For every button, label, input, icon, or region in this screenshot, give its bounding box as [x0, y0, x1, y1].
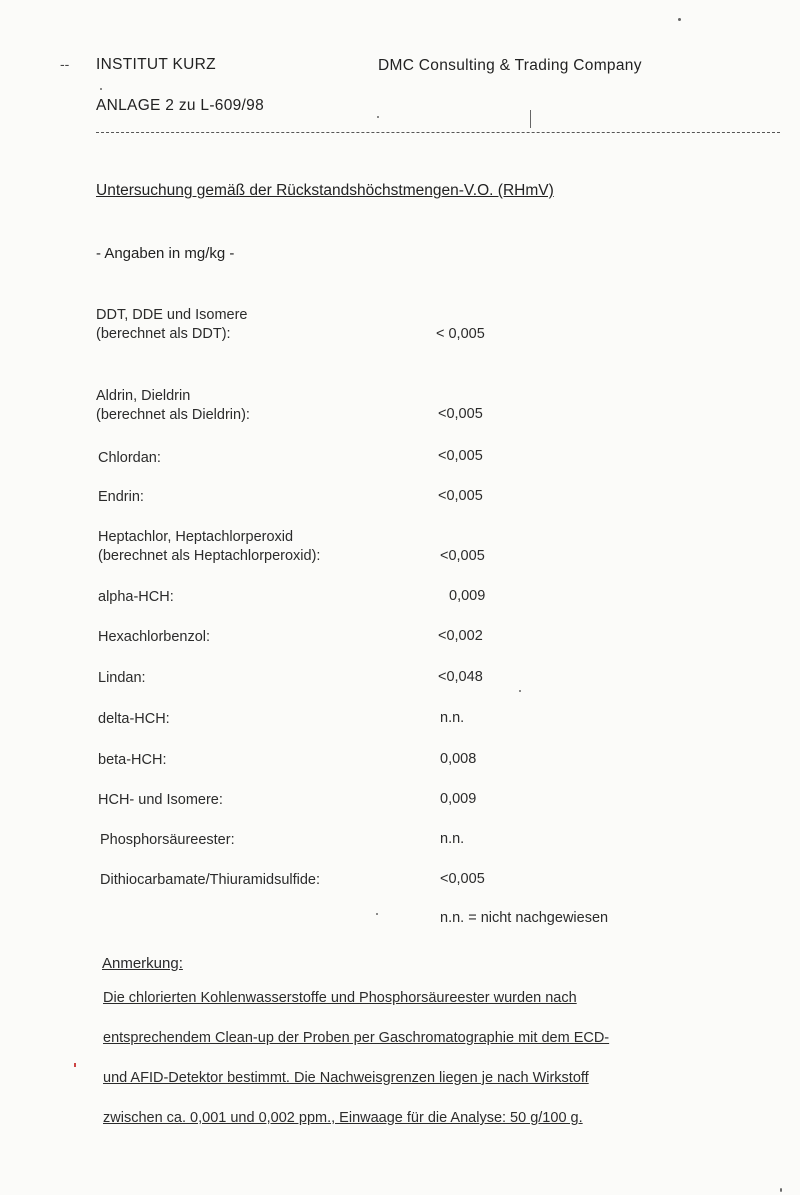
remark-line: entsprechendem Clean-up der Proben per Gaschromatographie mit dem ECD- — [103, 1030, 610, 1046]
result-label: Lindan: — [98, 670, 146, 686]
result-label-sub: (berechnet als DDT): — [96, 326, 231, 342]
result-value: <0,005 — [440, 548, 485, 564]
scan-speck — [678, 18, 681, 21]
result-label: DDT, DDE und Isomere — [96, 307, 248, 323]
units-note: - Angaben in mg/kg - — [96, 245, 235, 262]
result-value: <0,005 — [438, 406, 483, 422]
remark-line: zwischen ca. 0,001 und 0,002 ppm., Einwaage für die Analyse: 50 g/100 g. — [103, 1110, 583, 1126]
result-label: alpha-HCH: — [98, 589, 174, 605]
result-value: <0,002 — [438, 628, 483, 644]
remark-heading: Anmerkung: — [102, 955, 183, 972]
annex-reference: ANLAGE 2 zu L-609/98 — [96, 97, 264, 114]
result-label-sub: (berechnet als Dieldrin): — [96, 407, 250, 423]
document-title: Untersuchung gemäß der Rückstandshöchstmengen-V.O. (RHmV) — [96, 182, 554, 199]
result-label-sub: (berechnet als Heptachlorperoxid): — [98, 548, 321, 564]
result-label: Phosphorsäureester: — [100, 832, 235, 848]
remark-line: und AFID-Detektor bestimmt. Die Nachweisgrenzen liegen je nach Wirkstoff — [103, 1070, 589, 1086]
result-label: delta-HCH: — [98, 711, 170, 727]
result-value: 0,009 — [440, 791, 477, 807]
scan-speck — [377, 116, 379, 118]
result-value: < 0,005 — [436, 326, 485, 342]
result-label: Endrin: — [98, 489, 144, 505]
scan-speck — [530, 110, 531, 128]
result-value: 0,009 — [449, 588, 486, 604]
scan-speck — [780, 1188, 782, 1192]
header-divider — [96, 132, 780, 133]
result-label: Chlordan: — [98, 450, 161, 466]
result-label: Hexachlorbenzol: — [98, 629, 211, 645]
result-value: <0,005 — [440, 871, 485, 887]
scan-speck — [100, 88, 102, 90]
abbreviation-legend: n.n. = nicht nachgewiesen — [440, 910, 609, 926]
remark-line: Die chlorierten Kohlenwasserstoffe und Phosphorsäureester wurden nach — [103, 990, 577, 1006]
margin-dash-mark: -- — [60, 56, 70, 72]
result-label: Aldrin, Dieldrin — [96, 388, 191, 404]
scan-speck — [519, 690, 521, 692]
result-label: beta-HCH: — [98, 752, 167, 768]
result-value: <0,048 — [438, 669, 483, 685]
result-value: n.n. — [440, 831, 465, 847]
scan-red-mark — [74, 1063, 76, 1067]
result-label: Heptachlor, Heptachlorperoxid — [98, 529, 294, 545]
result-label: HCH- und Isomere: — [98, 792, 223, 808]
result-value: 0,008 — [440, 751, 477, 767]
institute-name: INSTITUT KURZ — [96, 56, 216, 73]
scan-speck — [376, 913, 378, 915]
company-name: DMC Consulting & Trading Company — [378, 57, 642, 74]
result-value: <0,005 — [438, 488, 483, 504]
result-value: n.n. — [440, 710, 465, 726]
result-value: <0,005 — [438, 448, 483, 464]
result-label: Dithiocarbamate/Thiuramidsulfide: — [100, 872, 321, 888]
